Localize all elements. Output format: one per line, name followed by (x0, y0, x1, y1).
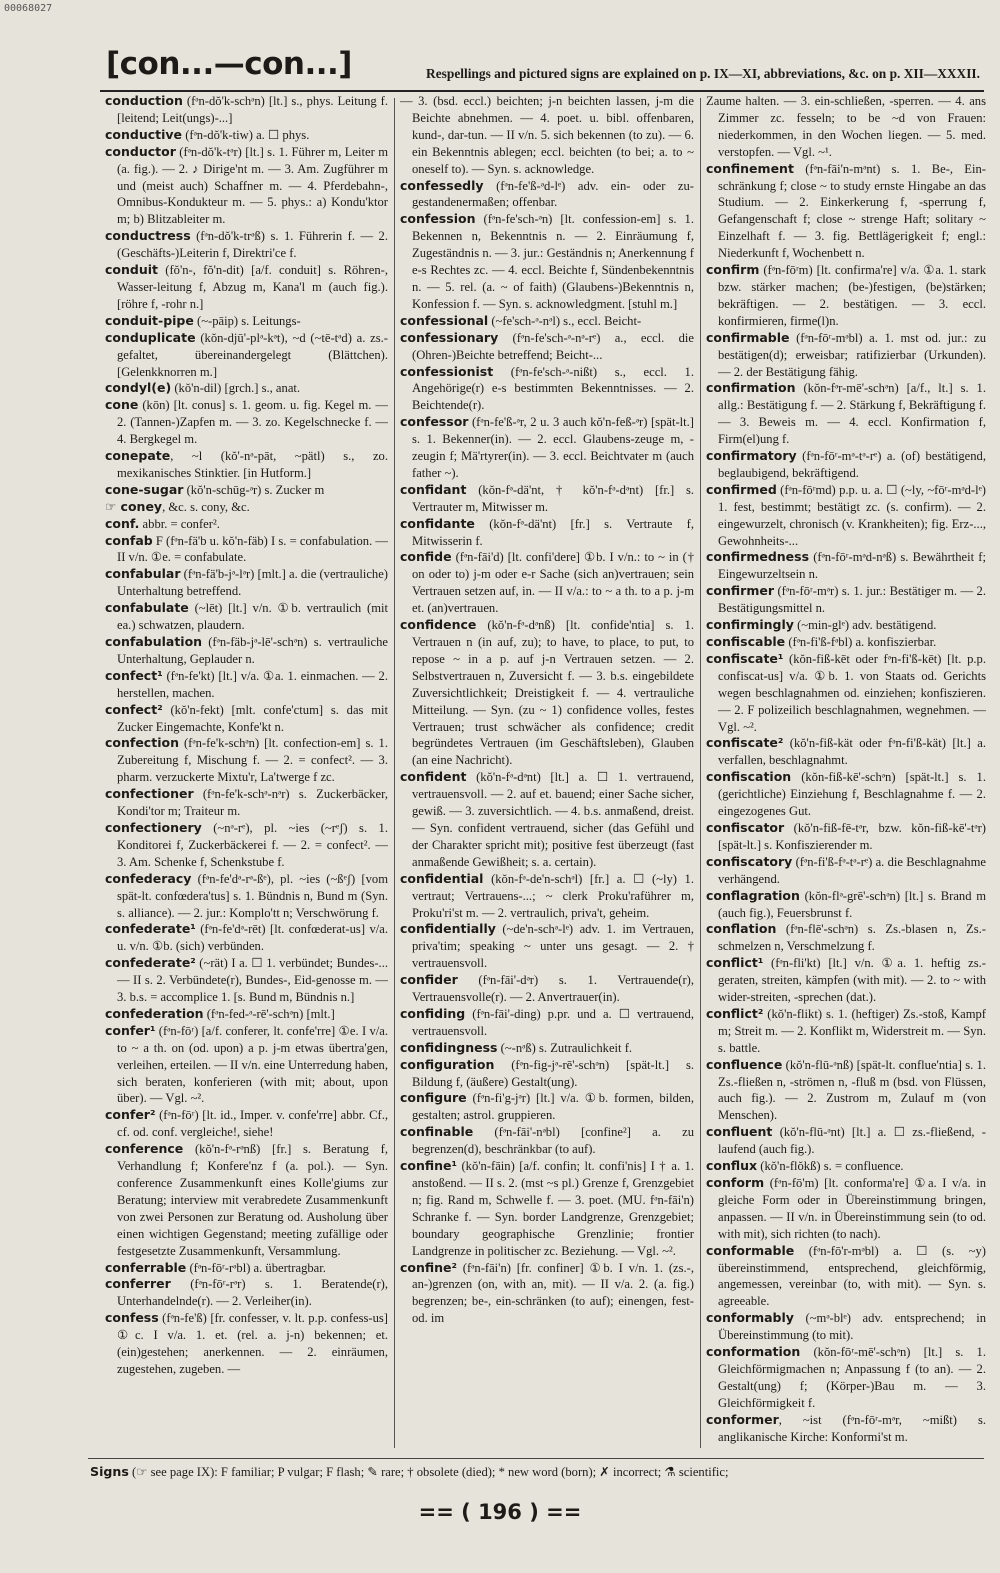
entry-headword: cone-sugar (105, 481, 184, 497)
entry-definition: (kŏ'n-fᵊ-rᵊnß) [fr.] s. Beratung f, Verhandlung f; Konfere'nz f (a. pol.). — Syn. conference Zusammenkunft eines Kolle'giums zur Beratung; interview mit verabredete Zusammenkunft von zwei Personen zur Beratung od. Ausholung über einen wichtigen Gegenstand; meeting zufällige oder festgesetzte Zusammenkunft, Versammlung. (117, 1142, 388, 1258)
dictionary-entry (706, 634, 986, 651)
entry-definition: (kŏn-flᵊ-grē'-schᵊn) [lt.] s. Brand m (auch fig.), Feuersbrunst f. (718, 888, 986, 920)
entry-headword: conductress (105, 228, 191, 244)
entry-definition: (kŏ'n-fiß-kät oder fᵊn-fi'ß-kät) [lt.] a. verfallen, beschlagnahmt. (718, 736, 986, 768)
entry-definition: (kŏ'n-flū-ᵊnß) [spät-lt. conflue'ntia] s. 1. Zs.-fließen n, -strömen n, -fluß m (bsd. von Flüssen, auch fig.). — 2. Zustrom m, Zulauf m (von Menschen). (718, 1057, 986, 1123)
entry-headword: conepate (105, 448, 171, 464)
dictionary-entry (105, 330, 388, 381)
entry-definition: (fᵊn-fi'ß-fᵊbl) a. konfiszierbar. (785, 635, 937, 649)
entry-headword: conference (105, 1141, 184, 1157)
dictionary-entry (706, 921, 986, 955)
dictionary-entry (706, 380, 986, 448)
footer-divider (88, 1458, 984, 1459)
entry-definition: (fᵊn-fāi'n) [fr. confiner] ①b. I v/n. 1. (zs.-, an-)grenzen (on, with an, mit). — II v/a. 2. (a. fig.) begrenzen; be-, ein-schränken (to auf); einengen, fest- od. im (412, 1260, 694, 1326)
entry-headword: conformer (706, 1411, 779, 1427)
dictionary-entry (105, 702, 388, 736)
entry-definition: (fᵊn-dŏ'k-trᵊß) s. 1. Führerin f. — 2. (Geschäfts-)Leiterin f, Direktri'ce f. (117, 229, 388, 261)
dictionary-entry (105, 482, 388, 499)
dictionary-entry (706, 262, 986, 330)
entry-definition: (~-pāip) s. Leitungs- (193, 313, 301, 328)
dictionary-entry (105, 499, 388, 516)
dictionary-entry (706, 330, 986, 381)
entry-definition: , ~ist (fᵊn-fōʳ-mᵊr, ~mißt) s. anglikanische Kirche: Konformi'st m. (718, 1412, 986, 1444)
dictionary-entry (105, 1107, 388, 1141)
entry-headword: confinable (400, 1124, 474, 1140)
entry-definition: (~de'n-schᵊ-lᵉ) adv. 1. im Vertrauen, priva'tim; speaking ~ unter uns gesagt. — 2. † vertrauensvoll. (412, 922, 694, 971)
entry-headword: confiscable (706, 634, 786, 649)
entry-definition: (fᵊn-fōʳ-rᵊbl) a. übertragbar. (186, 1260, 326, 1275)
entry-headword: confider (400, 972, 458, 988)
entry-definition: (fᵊn-fe'sch-ᵊ-nißt) s., eccl. 1. Angehörige(r) e-s bestimmten Bekenntnisses. — 2. Beichtende(r). (412, 364, 694, 413)
entry-definition: (fᵊn-dŏ'k-tᵊr) [lt.] s. 1. Führer m, Leiter m (a. fig.). — 2. ♪ Dirige'nt m. — 3. Am. Zugführer m und (meist auch) Schaffner m. — 4. Pferdebahn-, Omnibus-Konduktеur m. — 5. phys.: a) Kondu'ktor m; b) Blitzableiter m. (117, 144, 388, 227)
dictionary-entry (706, 93, 986, 161)
dictionary-entry (400, 1006, 694, 1040)
entry-headword: confine² (400, 1259, 458, 1275)
dictionary-entry (400, 1090, 694, 1124)
entry-definition: (fᵊn-fōʳ-mᵊr) s. 1. jur.: Bestätiger m. — 2. Bestätigungsmittel n. (718, 584, 986, 616)
entry-headword: confirmable (706, 329, 790, 345)
dictionary-entry (706, 1344, 986, 1412)
entry-headword: conduction (105, 93, 183, 108)
entry-headword: confidant (400, 481, 467, 497)
dictionary-entry (706, 161, 986, 262)
entry-definition: (fᵊn-fli'kt) [lt.] v/n. ①a. 1. heftig zs.-geraten, streiten, kämpfen (with mit). — 2. to ~ with wider-streiten, -sprechen (dat.). (718, 956, 986, 1005)
entry-headword: confab (105, 532, 153, 548)
entry-headword: conf. (105, 515, 140, 531)
dictionary-entry (400, 482, 694, 516)
dictionary-entry (400, 313, 694, 330)
entry-definition: (kŏn-fᵊ-de'n-schᵊl) [fr.] a. ☐ (~ly) 1. vertraut; Vertrauens-...; ~ clerk Proku'raführer m, Proku'ri'st m. — 2. vertraulich, priva't, geheim. (412, 871, 694, 920)
entry-definition: (fᵊn-fig-jᵊ-rē'-schᵊn) [spät-lt.] s. Bildung f, (äußere) Gestalt(ung). (412, 1057, 694, 1089)
entry-definition: (fᵊn-fōʳ-rᵊr) s. 1. Beratende(r), Unterhandelnde(r). — 2. Verleiher(in). (117, 1277, 388, 1309)
dictionary-entry (105, 955, 388, 1006)
dictionary-entry (105, 533, 388, 567)
dictionary-entry (400, 364, 694, 415)
dictionary-entry (706, 1412, 986, 1446)
dictionary-entry (706, 769, 986, 820)
entry-definition: (fᵊn-fō'm) [lt. conforma're] ①a. I v/a. in gleiche Form oder in Übereinstimmung bringen, anpassen. — II v/n. in Übereinstimmung sein (to od. with mit), sich richten (to nach). (718, 1176, 986, 1241)
entry-headword: confer² (105, 1107, 156, 1123)
dictionary-entry (706, 617, 986, 634)
document-id: 00068027 (4, 3, 53, 14)
entry-definition: (fᵊn-fōʳm) [lt. confirma're] v/a. ①a. 1. stark bzw. stärker machen; (be-)festigen, (be)stärken; bekräftigen. — 2. bestätigen. — 3. eccl. konfirmieren, firme(l)n. (718, 263, 986, 328)
entry-headword: conformation (706, 1344, 801, 1360)
dictionary-entry (706, 1243, 986, 1311)
entry-definition: (fᵊn-fe'k-schᵊ-nᵊr) s. Zuckerbäcker, Kondi'tor m; Traiteur m. (117, 787, 388, 819)
entry-definition: (fᵊn-flē'-schᵊn) s. Zs.-blasen n, Zs.-schmelzen n, Verschmelzung f. (718, 922, 986, 954)
entry-headword: confession (400, 211, 476, 227)
signs-text: (☞ see page IX): F familiar; P vulgar; F flash; ✎ rare; † obsolete (died); * new word (born); ✗ incorrect; ⚗ scientific; (128, 1465, 729, 1479)
entry-headword: conflux (706, 1158, 758, 1174)
entry-definition: — 3. (bsd. eccl.) beichten; j-n beichten lassen, j-m die Beichte abnehmen. — 4. poet. u. bibl. offenbaren, kund-, dar-tun. — II v/n. 5. sich bekennen (to zu). — 6. ein Bekenntnis ablegen; eccl. beichten (to bei; a. to ~ oneself to). — Syn. s. acknowledge. (400, 94, 694, 176)
dictionary-entry (105, 668, 388, 702)
dictionary-entry (400, 769, 694, 870)
entry-definition: (kŏn-fᵊr-mē'-schᵊn) [a/f., lt.] s. 1. allg.: Bestätigung f. — 2. Stärkung f, Bekräftigung f. — 3. Beweis m. — 4. eccl. Konfirmation f, Firm(el)ung f. (718, 381, 986, 447)
entry-definition: (fᵊn-fāi'n-mᵊnt) s. 1. Be-, Ein-schränkung f; close ~ to study ernste Hingabe an das Studium. — 2. Einkerkerung f, -sperrung f, Gefangenschaft f; close ~ strenge Haft; solitary ~ Einzelhaft f. — 3. fig. Bettlägerigkeit f; engl.: Niederkunft f, Wochenbett n. (718, 161, 986, 261)
entry-headword: confederate² (105, 955, 196, 971)
entry-definition: (fᵊn-fi'ß-fᵊ-tᵊ-rᵉ) a. die Beschlagnahme verhängend. (718, 854, 986, 886)
entry-headword: confabular (105, 566, 181, 582)
dictionary-entry (105, 516, 388, 533)
entry-definition: (fᵊn-fāi'-ding) p.pr. und a. ☐ vertrauend, vertrauensvoll. (412, 1006, 694, 1038)
entry-definition: (kŏn-djū'-plᵊ-kᵊt), ~d (~tē-tᵊd) a. zs.-gefaltet, übereinandergelegt (Blättchen). [Gelenkknorren m.] (117, 330, 388, 379)
dictionary-entry (706, 1057, 986, 1125)
entry-headword: confident (400, 769, 467, 785)
entry-headword: conformable (706, 1242, 795, 1258)
entry-headword: confer¹ (105, 1022, 156, 1038)
entry-headword: conflagration (706, 887, 800, 903)
dictionary-entry (400, 211, 694, 312)
entry-headword: confederation (105, 1005, 204, 1021)
signs-legend (90, 1464, 984, 1480)
entry-definition: (fᵊn-fōʳ-mᵊd-nᵊß) s. Bewährtheit f; Eingewurzeltsein n. (718, 550, 986, 582)
entry-headword: confidingness (400, 1039, 498, 1055)
page-header (100, 44, 984, 92)
entry-headword: conferrer (105, 1276, 171, 1292)
entry-definition: (kŏ'n-flikt) s. 1. (heftiger) Zs.-stoß, Kampf m; Streit m. — 2. Konflikt m, Widerstreit m. — Syn. s. battle. (718, 1006, 986, 1055)
entry-headword: confirmingly (706, 617, 794, 633)
entry-headword: confide (400, 549, 452, 565)
dictionary-entry (400, 414, 694, 482)
entry-definition: (~nᵊ-rᵉ), pl. ~ies (~rᵉʃ) s. 1. Konditorei f, Zuckerbäckerei f. — 2. = confect². — 3. Am. Schenke f, Schenkstube f. (117, 820, 388, 869)
entry-definition: (kŏn-fiß-kē'-schᵊn) [spät-lt.] s. 1. (gerichtliche) Einziehung f, Beschlagnahme f. — 2. eingezogenes Gut. (718, 770, 986, 819)
entry-headword: conductive (105, 126, 183, 142)
entry-definition: (fᵊn-fāi'd) [lt. confi'dere] ①b. I v/n.: to ~ in († on oder to) j-m oder e-r Sache (sich an)vertrauen; sein Vertrauen setzen auf, in. — II v/a.: to ~ a th. to a p. j-m et. (an)vertrauen. (412, 550, 694, 616)
entry-definition: (kŏn-fᵊ-dä'nt, † kŏ'n-fᵊ-dᵊnt) [fr.] s. Vertrauter m, Mitwisser m. (412, 482, 694, 514)
column-right (706, 93, 986, 1453)
entry-definition: (~rät) I a. ☐ 1. verbündet; Bundes-... — II s. 2. Verbündete(r), Bundes-, Eid-genosse m. — 3. b.s. = accomplice 1. [s. Bund m, Bündnis n.] (117, 956, 388, 1005)
dictionary-entry (706, 482, 986, 550)
entry-headword: confessional (400, 312, 489, 328)
dictionary-entry (105, 786, 388, 820)
dictionary-entry (706, 651, 986, 736)
entry-definition: , &c. s. cony, &c. (162, 499, 250, 514)
entry-definition: (fᵊn-dŏ'k-schᵊn) [lt.] s., phys. Leitung f. [leitend; Leit(ungs)-...] (117, 94, 388, 125)
entry-headword: confirmedness (706, 549, 810, 565)
entry-headword: confidential (400, 870, 484, 886)
entry-headword: confiscatory (706, 853, 793, 869)
column-divider (394, 98, 395, 1448)
entry-definition: (kŏ'n-fekt) [mlt. confe'ctum] s. das mit Zucker Eingemachte, Konfe'kt n. (117, 702, 388, 734)
entry-definition: (fᵊn-fe'sch-ᵊn) [lt. confession-em] s. 1. Bekennen n, Bekenntnis n. — 2. Einräumung f, Zugeständnis n. — 3. jur.: Geständnis n; Anerkennung f e-s Rechtes zc. — 4. eccl. Beichte f, Sündenbekenntnis n. — 5. rel. (a. ~ of faith) (Glaubens-)Bekenntnis n, Konfession f. — Syn. s. acknowledgment. [stuhl m.] (412, 212, 694, 311)
entry-range: [con...—con...] (106, 46, 352, 82)
dictionary-entry (105, 1141, 388, 1259)
entry-headword: conflict¹ (706, 955, 764, 971)
entry-definition: (kŏn-fᵊ-dä'nt) [fr.] s. Vertraute f, Mitwisserin f. (412, 516, 694, 548)
entry-headword: confectioner (105, 786, 194, 802)
entry-headword: conformably (706, 1310, 794, 1326)
signs-label: Signs (90, 1464, 129, 1479)
entry-headword: configuration (400, 1056, 495, 1072)
dictionary-entry (706, 1006, 986, 1057)
entry-headword: configure (400, 1090, 467, 1106)
dictionary-entry (400, 972, 694, 1006)
entry-headword: conferrable (105, 1259, 187, 1275)
entry-definition: (fᵊn-fe'k-schᵊn) [lt. confection-em] s. 1. Zubereitung f, Mischung f. — 2. = confect². — 3. pharm. verzuckerte Mixtu'r, La'twerge f zc. (117, 736, 388, 785)
dictionary-entry (105, 127, 388, 144)
entry-definition: (fᵊn-fe'dᵊ-rᵊ-ßᵉ), pl. ~ies (~ßᵉʃ) [vom spät-lt. confœdera'tus] s. 1. Bündnis n, Bund m (Syn. s. alliance). — 2. jur.: Komplo'tt n; Verschwörung f. (117, 871, 388, 920)
entry-headword: ☞ coney (105, 498, 163, 514)
entry-headword: confect¹ (105, 667, 163, 683)
entry-headword: confluent (706, 1124, 773, 1140)
dictionary-entry (706, 448, 986, 482)
entry-definition: (kŏ'n-schūg-ᵊr) s. Zucker m (183, 482, 325, 497)
dictionary-entry (400, 549, 694, 617)
entry-definition: (~lēt) [lt.] v/n. ①b. vertraulich (mit ea.) schwatzen, plaudern. (117, 601, 388, 633)
entry-headword: confidante (400, 515, 475, 531)
entry-definition: F (fᵊn-fä'b u. kŏ'n-fäb) I s. = confabulation. — II v/n. ①e. = confabulate. (117, 533, 388, 565)
dictionary-entry (706, 955, 986, 1006)
dictionary-entry (400, 1260, 694, 1328)
dictionary-entry (706, 549, 986, 583)
entry-definition: (fᵊn-fe'ß) [fr. confesser, v. lt. p.p. confess-us] ①c. I v/a. 1. et. (rel. a. j-n) bekennen; et. (ein)gestehen; anerkennen. — 2. einräumen, zugestehen, zugeben. — (117, 1311, 388, 1376)
entry-headword: confiscate² (706, 735, 784, 751)
entry-definition: (fᵊn-fe'dᵊ-rēt) [lt. confœderat-us] v/a. u. v/n. ①b. (sich) verbünden. (117, 922, 388, 954)
entry-headword: confirm (706, 262, 760, 278)
dictionary-entry (706, 735, 986, 769)
entry-headword: confirmatory (706, 448, 797, 464)
entry-definition: (fŏ'n-, fŏ'n-dit) [a/f. conduit] s. Röhren-, Wasser-leitung f, Abzug m, Kana'l m (auch fig.). [röhre f, -rohr n.] (117, 263, 388, 311)
entry-headword: conform (706, 1175, 765, 1190)
column-left (105, 93, 388, 1453)
entry-headword: confidence (400, 617, 477, 633)
entry-headword: confiscate¹ (706, 650, 784, 666)
entry-headword: conflict² (706, 1005, 764, 1021)
dictionary-entry (706, 888, 986, 922)
entry-headword: confirmer (706, 583, 774, 599)
dictionary-entry (400, 93, 694, 178)
dictionary-entry (105, 1006, 388, 1023)
dictionary-entry (400, 921, 694, 972)
dictionary-entry (105, 1310, 388, 1378)
entry-definition: (fᵊn-dŏ'k-tiw) a. ☐ phys. (182, 127, 310, 142)
entry-headword: confiding (400, 1005, 466, 1021)
dictionary-entry (706, 583, 986, 617)
dictionary-entry (400, 330, 694, 364)
page-number: == ( 196 ) == (418, 1500, 582, 1524)
dictionary-entry (400, 617, 694, 769)
dictionary-entry (400, 1158, 694, 1259)
dictionary-entry (706, 1158, 986, 1175)
entry-definition: Zaume halten. — 3. ein-schließen, -sperren. — 4. ans Zimmer zc. fesseln; to be ~d von Frauen: niederkommen, in den Wochen liegen. — 5. med. verstopfen. — Vgl. ~¹. (706, 94, 986, 159)
entry-definition: (fᵊn-fäb-jᵊ-lē'-schᵊn) s. vertrauliche Unterhaltung, Geplauder n. (117, 635, 388, 666)
entry-headword: confess (105, 1310, 159, 1326)
entry-definition: (kŏ'n-fᵊ-dᵊnt) [lt.] a. ☐ 1. vertrauend, vertrauensvoll. — 2. auf et. bauend; einer Sache sicher, gewiß. — 3. zuversichtlich. — 4. b.s. anmaßend, dreist. — Syn. confident vertrauend, sicher (das Gefühl und der Charakter spricht mit); positive fest überzeugt (fast anmaßende Gewißheit; s. a. certain). (412, 770, 694, 869)
entry-headword: confabulation (105, 634, 203, 649)
dictionary-entry (105, 871, 388, 922)
entry-definition: (fᵊn-fōʳ-mᵊbl) a. 1. mst od. jur.: zu bestätigen(d); erweisbar; ratifizierbar (Urkunden). — 2. der Bestätigung fähig. (718, 330, 986, 379)
entry-definition: (fᵊn-fōʳ) [lt. id., Imper. v. confe'rre] abbr. Cf., cf. od. conf. vergleiche!, siehe! (117, 1108, 388, 1140)
entry-headword: confiscation (706, 769, 792, 785)
entry-definition: (fᵊn-fe'kt) [lt.] v/a. ①a. 1. einmachen. — 2. herstellen, machen. (117, 668, 388, 700)
dictionary-entry (706, 1310, 986, 1344)
dictionary-entry (706, 1124, 986, 1158)
entry-headword: conduit-pipe (105, 312, 194, 328)
entry-definition: (fᵊn-fō'r-mᵊbl) a. ☐ (s. ~y) übereinstimmend, entsprechend, gleichförmig, angemessen, vereinbar (to, with mit). — Syn. s. agreeable. (718, 1243, 986, 1309)
entry-definition: (fᵊn-fōʳmd) p.p. u. a. ☐ (~ly, ~fōʳ-mᵊd-lᵉ) 1. fest, bestimmt; bestätigt zc. (s. confirm). — 2. eingewurzelt, chronisch (v. Krankheiten); fig. Erz-..., Gewohnheits-... (718, 482, 986, 548)
entry-definition: (fᵊn-fāi'-dᵊr) s. 1. Vertrauende(r), Vertrauensvolle(r). — 2. Anvertrauer(in). (412, 973, 694, 1005)
entry-headword: confessionary (400, 329, 499, 345)
dictionary-entry (105, 262, 388, 313)
dictionary-entry (400, 1040, 694, 1057)
header-note: Respellings and pictured signs are explained on p. IX—XI, abbreviations, &c. on p. XII—XXXII. (426, 66, 980, 81)
dictionary-entry (105, 380, 388, 397)
entry-definition: (~fe'sch-ᵊ-nᵊl) s., eccl. Beicht- (488, 313, 642, 328)
dictionary-entry (105, 448, 388, 482)
entry-headword: confirmed (706, 481, 777, 497)
entry-definition: (fᵊn-fe'ß-ᵊr, 2 u. 3 auch kŏ'n-feß-ᵊr) [spät-lt.] s. 1. Bekenner(in). — 2. eccl. Glaubens-zeuge m, -zeugin f; Mä'rtyrer(in). — 3. eccl. Beichtvater m (auch father ~). (412, 415, 694, 480)
entry-headword: conduplicate (105, 329, 196, 345)
entry-headword: confessor (400, 414, 469, 430)
entry-headword: confectionery (105, 819, 202, 835)
dictionary-entry (400, 1124, 694, 1158)
dictionary-entry (105, 634, 388, 668)
entry-headword: conflation (706, 921, 777, 937)
entry-definition: (kŏ'n-fᵊ-dᵊnß) [lt. confide'ntia] s. 1. Vertrauen n (in auf, zu); to have, to place, to put, to repose ~ in a p. auf j-n Vertrauen setzen. — 2. Selbstvertrauen n, Zuversicht f. — 3. b.s. eingebildete Zuversichtlichkeit; Dreistigkeit f. — 4. vertrauliche Mitteilung. — Syn. (zu ~ 1) confidence volles, festes Vertrauen; trust schwächer als confidence; credit begründetes Vertrauen (im Geschäftsleben), Glauben (an eine Nachricht). (412, 618, 694, 768)
dictionary-entry (105, 735, 388, 786)
entry-headword: confederate¹ (105, 921, 196, 937)
entry-headword: confine¹ (400, 1158, 458, 1174)
entry-headword: confluence (706, 1056, 783, 1072)
dictionary-entry (105, 313, 388, 330)
dictionary-entry (105, 566, 388, 600)
dictionary-entry (105, 93, 388, 127)
dictionary-entry (105, 1260, 388, 1277)
entry-definition: abbr. = confer². (139, 516, 220, 531)
entry-headword: conduit (105, 262, 159, 278)
entry-headword: confederacy (105, 870, 192, 886)
dictionary-entry (400, 516, 694, 550)
dictionary-entry (706, 1175, 986, 1243)
dictionary-entry (706, 854, 986, 888)
entry-headword: conductor (105, 143, 176, 159)
dictionary-entry (105, 820, 388, 871)
entry-definition: (kŏ'n-dil) [grch.] s., anat. (171, 381, 301, 396)
entry-definition: (~min-glᵉ) adv. bestätigend. (793, 618, 937, 633)
entry-definition: (fᵊn-fāi'-nᵊbl) [confine²] a. zu begrenzen(d), beschränkbar (to auf). (412, 1125, 694, 1157)
entry-definition: (fᵊn-fōʳ-mᵊ-tᵊ-rᵉ) a. (of) bestätigend, beglaubigend, bekräftigend. (718, 449, 986, 480)
column-divider (700, 98, 701, 1448)
dictionary-entry (105, 1023, 388, 1108)
dictionary-entry (105, 228, 388, 262)
dictionary-entry (400, 178, 694, 212)
entry-definition: (fᵊn-fe'ß-ᵊd-lᵉ) adv. ein- oder zu-gestandenermaßen; offenbar. (412, 178, 694, 210)
entry-definition: , ~l (kŏ'-nᵊ-pāt, ~pätl) s., zo. mexikanisches Stinktier. [in Hutform.] (117, 449, 388, 480)
entry-definition: (kŏn-fiß-kēt oder fᵊn-fi'ß-kēt) [lt. p.p. confiscat-us] v/a. ①b. 1. von Staats od. Gerichts wegen beschlagnahmen od. einziehen; konfiszieren. — 2. F polizeilich beschlagnahmen, wegnehmen. — Vgl. ~². (718, 651, 986, 734)
entry-headword: confidentially (400, 921, 496, 937)
dictionary-entry (105, 397, 388, 448)
entry-definition: (fᵊn-fe'sch-ᵊ-nᵊ-rᵉ) a., eccl. die (Ohren-)Beichte betreffend; Beicht-... (412, 330, 694, 362)
dictionary-entry (105, 921, 388, 955)
dictionary-entry (105, 1276, 388, 1310)
entry-definition: (kŏn-fōʳ-mē'-schᵊn) [lt.] s. 1. Gleichförmigmachen n; Anpassung f (to an). — 2. Gestalt(ung) f; (Körper-)Bau m. — 3. Gleichförmigkeit f. (718, 1345, 986, 1410)
entry-definition: (fᵊn-fōʳ) [a/f. conferer, lt. confe'rre] ①e. I v/a. to ~ a th. on (od. upon) a p. j-m etwas übertra'gen, verleihen, erteilen. — II v/n. eine Unterredung haben, sich beraten, konferieren (with mit; about, upon über). — Vgl. ~². (117, 1023, 388, 1106)
entry-definition: (kŏ'n-fāin) [a/f. confin; lt. confi'nis] I † a. 1. anstoßend. — II s. 2. (mst ~s pl.) Grenze f, Grenzgebiet n; fig. Rand m, Schwelle f. — 3. poet. (MU. fᵊn-fāi'n) Schranke f. — Syn. border Landgrenze, Grenzgebiet; boundary geographische Grenzlinie; frontier Landgrenze in politischer zc. Beziehung. — Vgl. ~². (412, 1159, 694, 1258)
entry-headword: cone (105, 397, 139, 413)
entry-definition: (kōn) [lt. conus] s. 1. geom. u. fig. Kegel m. — 2. (Tannen-)Zapfen m. — 3. zo. Kegelschnecke f. — 4. Bergkegel m. (117, 398, 388, 447)
entry-headword: confirmation (706, 380, 796, 396)
entry-headword: confinement (706, 160, 794, 176)
column-middle (400, 93, 694, 1453)
entry-headword: confessedly (400, 177, 484, 193)
entry-headword: confect² (105, 701, 163, 717)
dictionary-entry (105, 144, 388, 229)
dictionary-entry (400, 871, 694, 922)
dictionary-entry (400, 1057, 694, 1091)
entry-headword: confabulate (105, 600, 189, 616)
entry-definition: (kŏ'n-flŏkß) s. = confluence. (757, 1159, 904, 1174)
entry-definition: (kŏ'n-flū-ᵊnt) [lt.] a. ☐ zs.-fließend, -laufend (auch fig.). (718, 1125, 986, 1157)
entry-headword: condyl(e) (105, 380, 172, 396)
entry-definition: (~-nᵊß) s. Zutraulichkeit f. (497, 1040, 633, 1055)
entry-headword: confiscator (706, 819, 785, 835)
entry-headword: confessionist (400, 363, 494, 379)
entry-definition: (fᵊn-fä'b-jᵊ-lᵊr) [mlt.] a. die (vertrauliche) Unterhaltung betreffend. (117, 567, 388, 599)
entry-definition: (~mᵊ-blᵉ) adv. entsprechend; in Übereinstimmung (to mit). (718, 1311, 986, 1343)
dictionary-entry (706, 820, 986, 854)
entry-definition: (fᵊn-fi'g-jᵊr) [lt.] v/a. ①b. formen, bilden, gestalten; astrol. gruppieren. (412, 1091, 694, 1123)
entry-definition: (kŏ'n-fiß-fē-tᵊr, bzw. kŏn-fiß-kē'-tᵊr) [spät-lt.] s. Konfiszierender m. (718, 820, 986, 852)
entry-definition: (fᵊn-fed-ᵊ-rē'-schᵊn) [mlt.] (203, 1006, 335, 1021)
dictionary-entry (105, 600, 388, 634)
entry-headword: confection (105, 735, 179, 751)
